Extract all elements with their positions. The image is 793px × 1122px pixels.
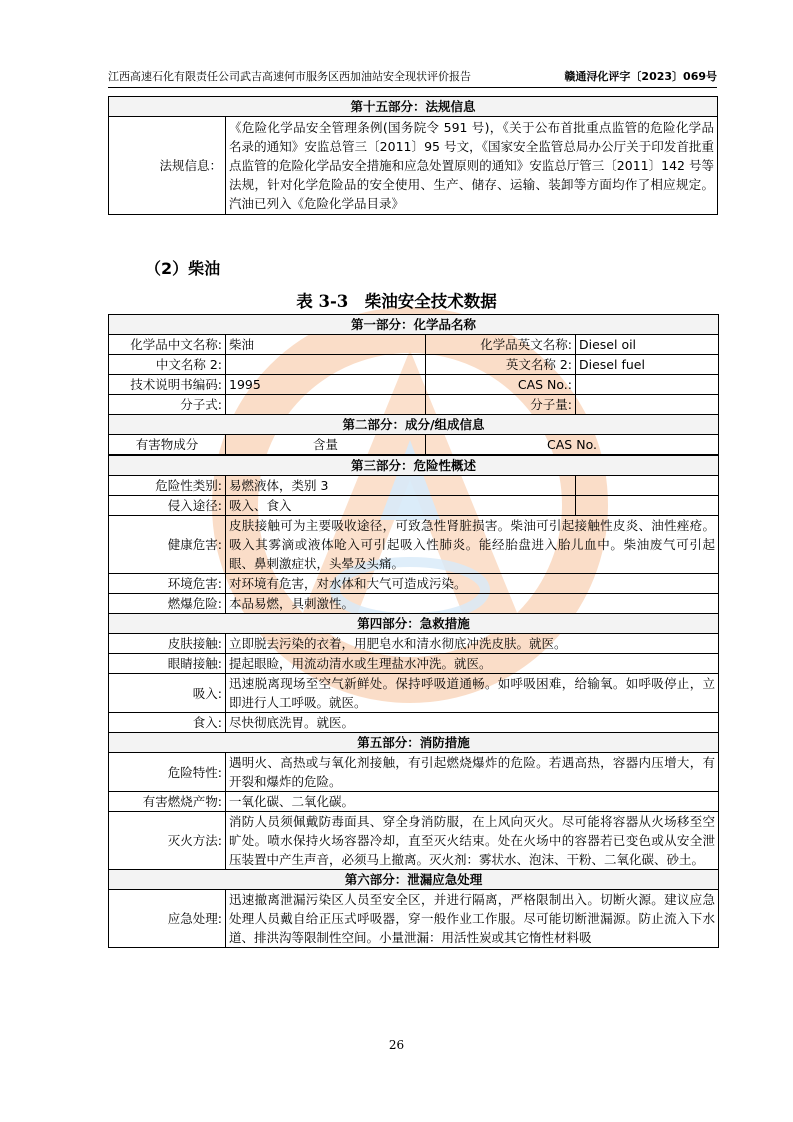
section-title: 第五部分：消防措施: [109, 733, 719, 753]
field-value: 一氧化碳、二氧化碳。: [226, 792, 719, 812]
field-label: 侵入途径:: [109, 496, 226, 516]
field-label: 燃爆危险:: [109, 594, 226, 614]
field-value: 易燃液体，类别 3: [226, 476, 576, 496]
field-label: 化学品英文名称:: [426, 335, 576, 355]
field-label: CAS No.:: [426, 375, 576, 395]
diesel-safety-table: [108, 314, 719, 948]
field-label: 危险性类别:: [109, 476, 226, 496]
section-title: 第三部分：危险性概述: [109, 456, 719, 476]
field-value: 消防人员须佩戴防毒面具、穿全身消防服，在上风向灭火。尽可能将容器从火场移至空旷处。喷水保持火场容器冷却，直至灭火结束。处在火场中的容器若已变色或从安全泄压装置中产生声音，必须马上撤离。灭火剂：雾状水、泡沫、干粉、二氧化碳、砂土。: [226, 812, 719, 870]
field-label: 危险特性:: [109, 753, 226, 792]
header-report-number: 赣通浔化评字〔2023〕069号: [564, 70, 717, 83]
empty-cell: [576, 496, 719, 516]
header-divider: [108, 87, 717, 88]
field-label: 应急处理:: [109, 890, 226, 948]
section-title: 第十五部分：法规信息: [109, 97, 718, 117]
field-label: 眼睛接触:: [109, 654, 226, 674]
column-header: 含量: [226, 435, 426, 455]
field-value: 1995: [226, 375, 426, 395]
field-value: 迅速脱离现场至空气新鲜处。保持呼吸道通畅。如呼吸困难，给输氧。如呼吸停止，立即进行人工呼吸。就医。: [226, 674, 719, 713]
field-label: 环境危害:: [109, 574, 226, 594]
field-label: 中文名称 2:: [109, 355, 226, 375]
regulation-content: 《危险化学品安全管理条例(国务院令 591 号)，《关于公布首批重点监管的危险化学品名录的通知》安监总管三〔2011〕95 号文，《国家安全监管总局办公厅关于印发首批重点监管的危险化学品安全措施和应急处置原则的通知》安监总厅管三〔2011〕142 号等法规，针对化学危险品的安全使用、生产、储存、运输、装卸等方面均作了相应规定。汽油已列入《危险化学品目录》: [226, 117, 718, 215]
field-value: 立即脱去污染的衣着，用肥皂水和清水彻底冲洗皮肤。就医。: [226, 634, 719, 654]
header-title: 江西高速石化有限责任公司武吉高速何市服务区西加油站安全现状评价报告: [108, 70, 471, 83]
regulation-label: 法规信息：: [109, 117, 226, 215]
field-value: 柴油: [226, 335, 426, 355]
subheading: （2）柴油: [145, 259, 221, 278]
field-label: 分子量:: [426, 395, 576, 415]
field-label: 灭火方法:: [109, 812, 226, 870]
section-title: 第六部分：泄漏应急处理: [109, 870, 719, 890]
field-label: 英文名称 2:: [426, 355, 576, 375]
field-label: 技术说明书编码:: [109, 375, 226, 395]
field-value: 皮肤接触可为主要吸收途径，可致急性肾脏损害。柴油可引起接触性皮炎、油性痤疮。吸入其雾滴或液体呛入可引起吸入性肺炎。能经胎盘进入胎儿血中。柴油废气可引起眼、鼻刺激症状，头晕及头痛。: [226, 516, 719, 574]
field-label: 食入:: [109, 713, 226, 733]
field-label: 吸入:: [109, 674, 226, 713]
field-label: 分子式:: [109, 395, 226, 415]
field-value: Diesel fuel: [576, 355, 719, 375]
field-value: 对环境有危害，对水体和大气可造成污染。: [226, 574, 719, 594]
empty-cell: [576, 476, 719, 496]
field-value: 提起眼睑，用流动清水或生理盐水冲洗。就医。: [226, 654, 719, 674]
field-label: 健康危害:: [109, 516, 226, 574]
field-value: [576, 375, 719, 395]
column-header: 有害物成分: [109, 435, 226, 455]
field-value: 尽快彻底洗胃。就医。: [226, 713, 719, 733]
field-value: [226, 355, 426, 375]
field-value: [226, 395, 426, 415]
field-value: 吸入、食入: [226, 496, 576, 516]
field-value: Diesel oil: [576, 335, 719, 355]
section-title: 第一部分：化学品名称: [109, 315, 719, 335]
field-label: 皮肤接触:: [109, 634, 226, 654]
field-value: [576, 395, 719, 415]
field-value: 遇明火、高热或与氧化剂接触，有引起燃烧爆炸的危险。若遇高热，容器内压增大，有开裂和爆炸的危险。: [226, 753, 719, 792]
field-value: 迅速撤离泄漏污染区人员至安全区，并进行隔离，严格限制出入。切断火源。建议应急处理人员戴自给正压式呼吸器，穿一般作业工作服。尽可能切断泄漏源。防止流入下水道、排洪沟等限制性空间。小量泄漏：用活性炭或其它惰性材料吸: [226, 890, 719, 948]
section-title: 第四部分：急救措施: [109, 614, 719, 634]
column-header: CAS No.: [426, 435, 719, 455]
field-label: 有害燃烧产物:: [109, 792, 226, 812]
section-title: 第二部分：成分/组成信息: [109, 415, 719, 435]
field-label: 化学品中文名称:: [109, 335, 226, 355]
regulation-table: [108, 96, 718, 215]
table-caption: 表 3-3 柴油安全技术数据: [296, 292, 497, 311]
field-value: 本品易燃，具刺激性。: [226, 594, 719, 614]
page-number: 26: [388, 1038, 405, 1052]
